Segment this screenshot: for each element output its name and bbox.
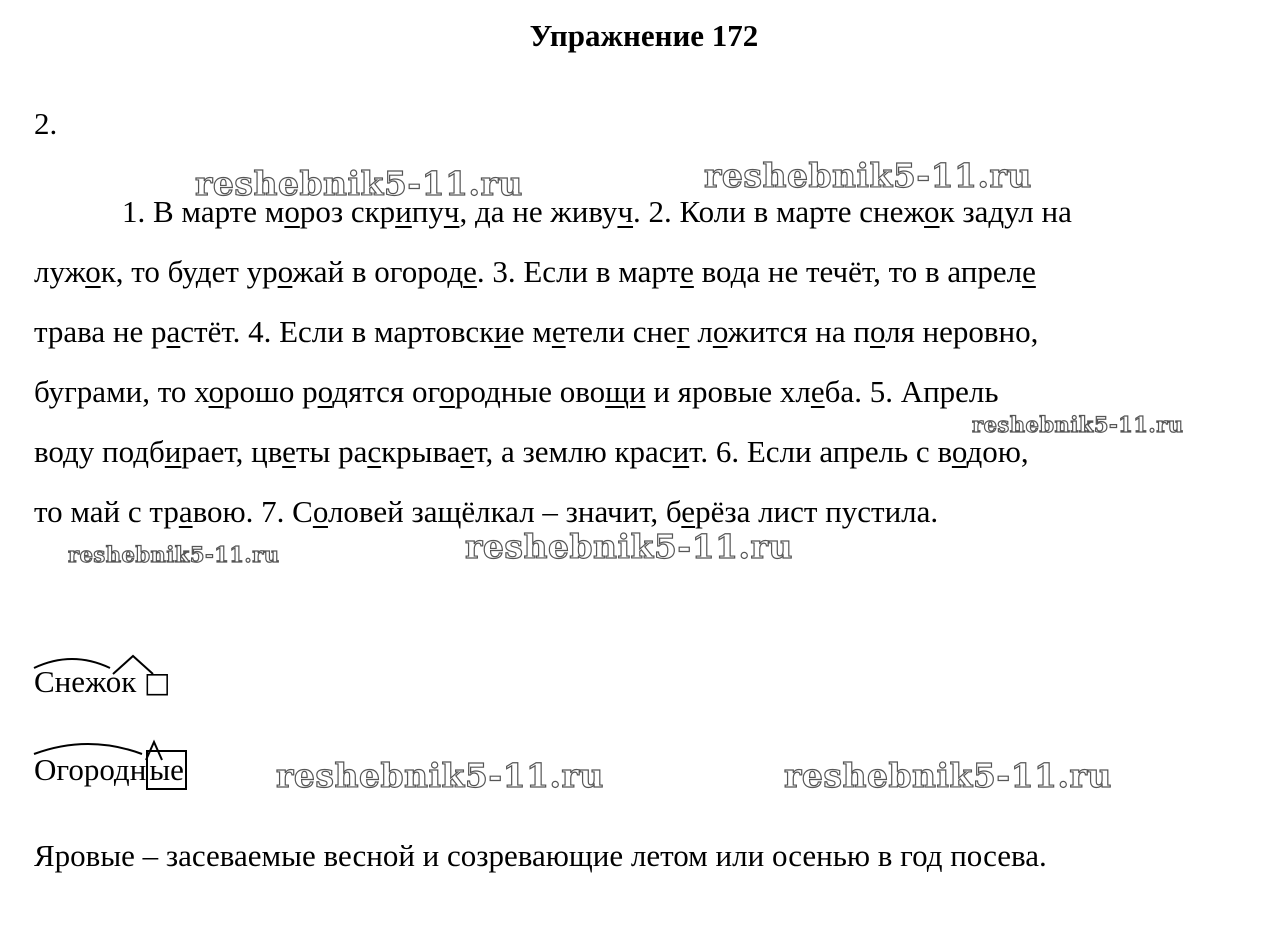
text-segment: л bbox=[689, 314, 713, 349]
zero-ending-box: □ bbox=[144, 666, 171, 699]
text-segment: ба. 5. Апрель bbox=[824, 374, 999, 409]
text-line bbox=[34, 492, 938, 532]
text-segment: тели сне bbox=[565, 314, 677, 349]
underlined-letter: о bbox=[712, 314, 728, 349]
text-line bbox=[34, 252, 1036, 292]
underlined-letter: с bbox=[367, 434, 382, 469]
text-segment: воду подб bbox=[34, 434, 165, 469]
text-segment: т. 6. Если апрель с в bbox=[689, 434, 952, 469]
underlined-letter: ч bbox=[617, 194, 634, 229]
text-line bbox=[34, 372, 999, 412]
text-segment: , да не живу bbox=[459, 194, 618, 229]
text-segment: рёза лист пустила. bbox=[695, 494, 939, 529]
root-arc bbox=[34, 744, 142, 754]
text-segment: жай в огород bbox=[292, 254, 464, 289]
text-segment: ля неровно, bbox=[885, 314, 1039, 349]
underlined-letter: о bbox=[277, 254, 293, 289]
text-segment: ловей защёлкал – значит, б bbox=[327, 494, 682, 529]
ending-box: ые bbox=[146, 750, 187, 790]
watermark: reshebnik5-11.ru bbox=[195, 164, 523, 203]
underlined-letter: о bbox=[312, 494, 328, 529]
text-segment: вою. 7. С bbox=[192, 494, 313, 529]
underlined-letter: а bbox=[166, 314, 181, 349]
underlined-letter: о bbox=[284, 194, 300, 229]
watermark: reshebnik5-11.ru bbox=[465, 527, 793, 566]
underlined-letter: о bbox=[924, 194, 940, 229]
definition: Яровые – засеваемые весной и созревающие летом или осенью в год посева. bbox=[34, 838, 1047, 873]
task-number: 2. bbox=[34, 106, 58, 141]
text-segment: рает, цв bbox=[181, 434, 283, 469]
text-segment: к задул на bbox=[939, 194, 1072, 229]
root: Огород bbox=[34, 752, 130, 787]
text-segment: рошо р bbox=[223, 374, 318, 409]
underlined-letter: о bbox=[869, 314, 886, 349]
text-segment: то май с тр bbox=[34, 494, 179, 529]
watermark: reshebnik5-11.ru bbox=[784, 756, 1112, 795]
text-segment: дою, bbox=[966, 434, 1029, 469]
text-segment: к, то будет ур bbox=[100, 254, 278, 289]
text-line bbox=[34, 312, 1038, 352]
underlined-letter: е bbox=[282, 434, 296, 469]
text-segment: жится на п bbox=[727, 314, 870, 349]
watermark: reshebnik5-11.ru bbox=[276, 756, 604, 795]
text-segment: т, а землю крас bbox=[474, 434, 673, 469]
underlined-letter: и bbox=[672, 434, 690, 469]
watermark: reshebnik5-11.ru bbox=[68, 542, 280, 567]
text-segment: ты ра bbox=[295, 434, 368, 469]
underlined-letter: е bbox=[680, 254, 694, 289]
underlined-letter: е bbox=[460, 434, 475, 469]
text-segment: стёт. 4. Если в мартовск bbox=[180, 314, 495, 349]
suffix: н bbox=[129, 752, 147, 787]
underlined-letter: а bbox=[178, 494, 193, 529]
text-segment: . 3. Если в март bbox=[476, 254, 681, 289]
text-segment: дятся ог bbox=[332, 374, 440, 409]
text-segment: и яровые хл bbox=[645, 374, 811, 409]
text-segment: е м bbox=[510, 314, 552, 349]
underlined-letter: е bbox=[681, 494, 696, 529]
underlined-letter: о bbox=[317, 374, 333, 409]
watermark: reshebnik5-11.ru bbox=[972, 412, 1184, 437]
text-line bbox=[34, 432, 1029, 472]
suffix: ок bbox=[105, 664, 137, 699]
underlined-letter: и bbox=[395, 194, 412, 229]
text-segment: буграми, то х bbox=[34, 374, 209, 409]
underlined-letter: о bbox=[208, 374, 224, 409]
underlined-letter: и bbox=[164, 434, 182, 469]
underlined-letter: ч bbox=[443, 194, 460, 229]
morpheme-marks-2 bbox=[30, 738, 210, 768]
underlined-letter: о bbox=[951, 434, 967, 469]
suffix-caret bbox=[146, 742, 162, 760]
text-segment: трава не р bbox=[34, 314, 167, 349]
underlined-letter: е bbox=[551, 314, 566, 349]
watermark: reshebnik5-11.ru bbox=[704, 156, 1032, 195]
underlined-letter: е bbox=[810, 374, 825, 409]
text-segment: пу bbox=[411, 194, 444, 229]
suffix-caret bbox=[113, 656, 153, 674]
root: Снеж bbox=[34, 664, 106, 699]
underlined-letter: е bbox=[463, 254, 477, 289]
root-arc bbox=[34, 659, 110, 668]
underlined-letter: и bbox=[494, 314, 511, 349]
text-segment: 1. В марте м bbox=[122, 194, 285, 229]
text-segment: родные ово bbox=[454, 374, 606, 409]
text-segment: крыва bbox=[381, 434, 461, 469]
text-segment: . 2. Коли в марте снеж bbox=[633, 194, 925, 229]
text-line bbox=[122, 192, 1072, 232]
text-segment: вода не течёт, то в апрел bbox=[693, 254, 1023, 289]
text-segment: луж bbox=[34, 254, 86, 289]
text-segment: роз скр bbox=[299, 194, 396, 229]
exercise-title: Упражнение 172 bbox=[529, 18, 759, 53]
underlined-letter: г bbox=[676, 314, 690, 349]
morpheme-marks-1 bbox=[30, 652, 160, 682]
underlined-letter: о bbox=[439, 374, 455, 409]
underlined-letter: е bbox=[1022, 254, 1036, 289]
underlined-letter: о bbox=[85, 254, 101, 289]
underlined-letter: щи bbox=[605, 374, 646, 409]
